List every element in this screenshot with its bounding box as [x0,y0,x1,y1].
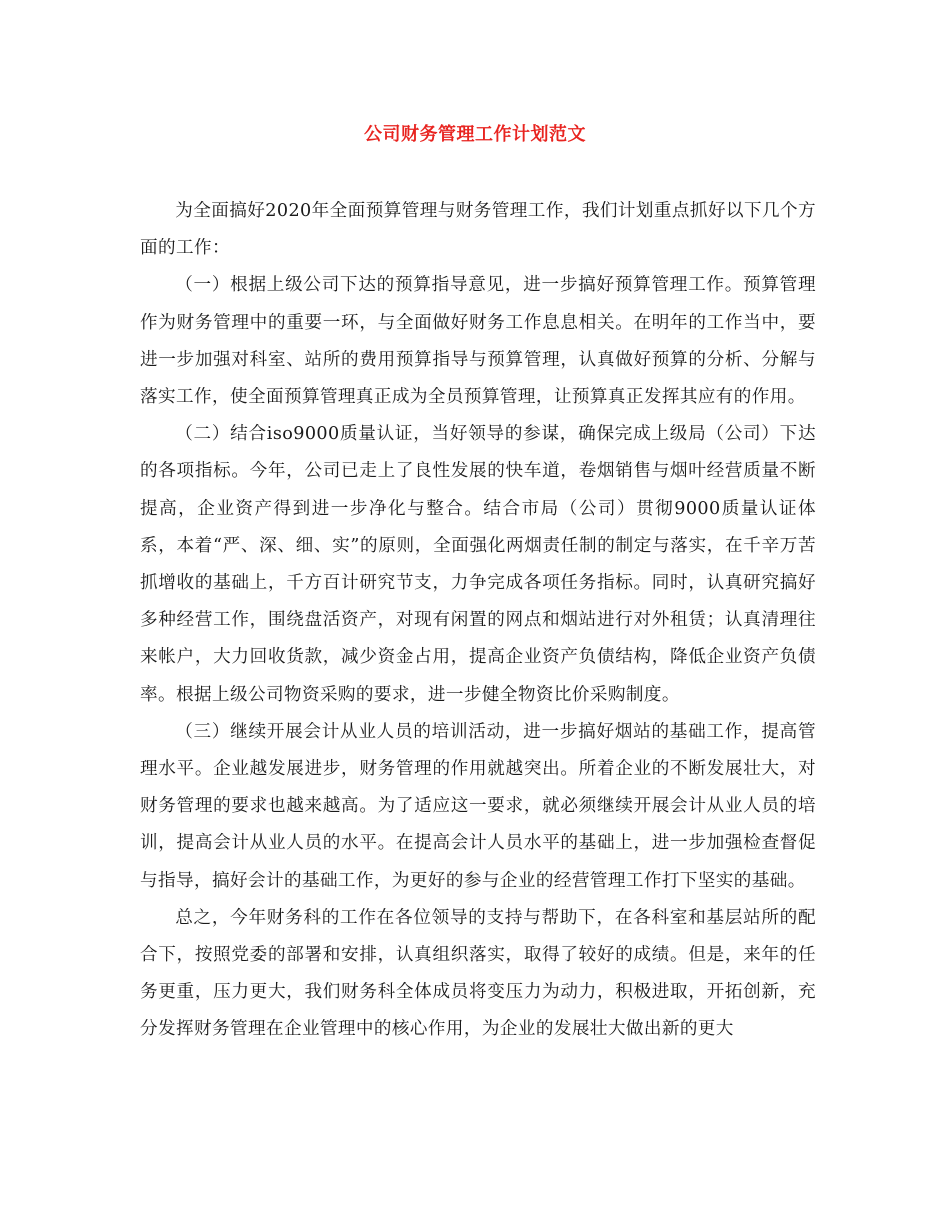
paragraph-section-1: （一）根据上级公司下达的预算指导意见，进一步搞好预算管理工作。预算管理作为财务管理中的重要一环，与全面做好财务工作息息相关。在明年的工作当中，要进一步加强对科室、站所的费用预算指导与预算管理，认真做好预算的分析、分解与落实工作，使全面预算管理真正成为全员预算管理，让预算真正发挥其应有的作用。 [140,275,816,408]
paragraph-conclusion: 总之，今年财务科的工作在各位领导的支持与帮助下，在各科室和基层站所的配合下，按照党委的部署和安排，认真组织落实，取得了较好的成绩。但是，来年的任务更重，压力更大，我们财务科全体成员将变压力为动力，积极进取，开拓创新，充分发挥财务管理在企业管理中的核心作用，为企业的发展壮大做出新的更大 [140,907,816,1040]
document-body [140,193,816,1049]
paragraph-section-2: （二）结合iso9000质量认证，当好领导的参谋，确保完成上级局（公司）下达的各项指标。今年，公司已走上了良性发展的快车道，卷烟销售与烟叶经营质量不断提高，企业资产得到进一步净化与整合。结合市局（公司）贯彻9000质量认证体系，本着“严、深、细、实”的原则，全面强化两烟责任制的制定与落实，在千辛万苦抓增收的基础上，千方百计研究节支，力争完成各项任务指标。同时，认真研究搞好多种经营工作，围绕盘活资产，对现有闲置的网点和烟站进行对外租赁；认真清理往来帐户，大力回收货款，减少资金占用，提高企业资产负债结构，降低企业资产负债率。根据上级公司物资采购的要求，进一步健全物资比价采购制度。 [140,424,816,705]
document-title: 公司财务管理工作计划范文 [364,124,586,145]
paragraph-section-3: （三）继续开展会计从业人员的培训活动，进一步搞好烟站的基础工作，提高管理水平。企业越发展进步，财务管理的作用就越突出。所着企业的不断发展壮大，对财务管理的要求也越来越高。为了适应这一要求，就必须继续开展会计从业人员的培训，提高会计从业人员的水平。在提高会计人员水平的基础上，进一步加强检查督促与指导，搞好会计的基础工作，为更好的参与企业的经营管理工作打下坚实的基础。 [140,721,816,891]
paragraph-intro: 为全面搞好2020年全面预算管理与财务管理工作，我们计划重点抓好以下几个方面的工作： [140,201,816,259]
